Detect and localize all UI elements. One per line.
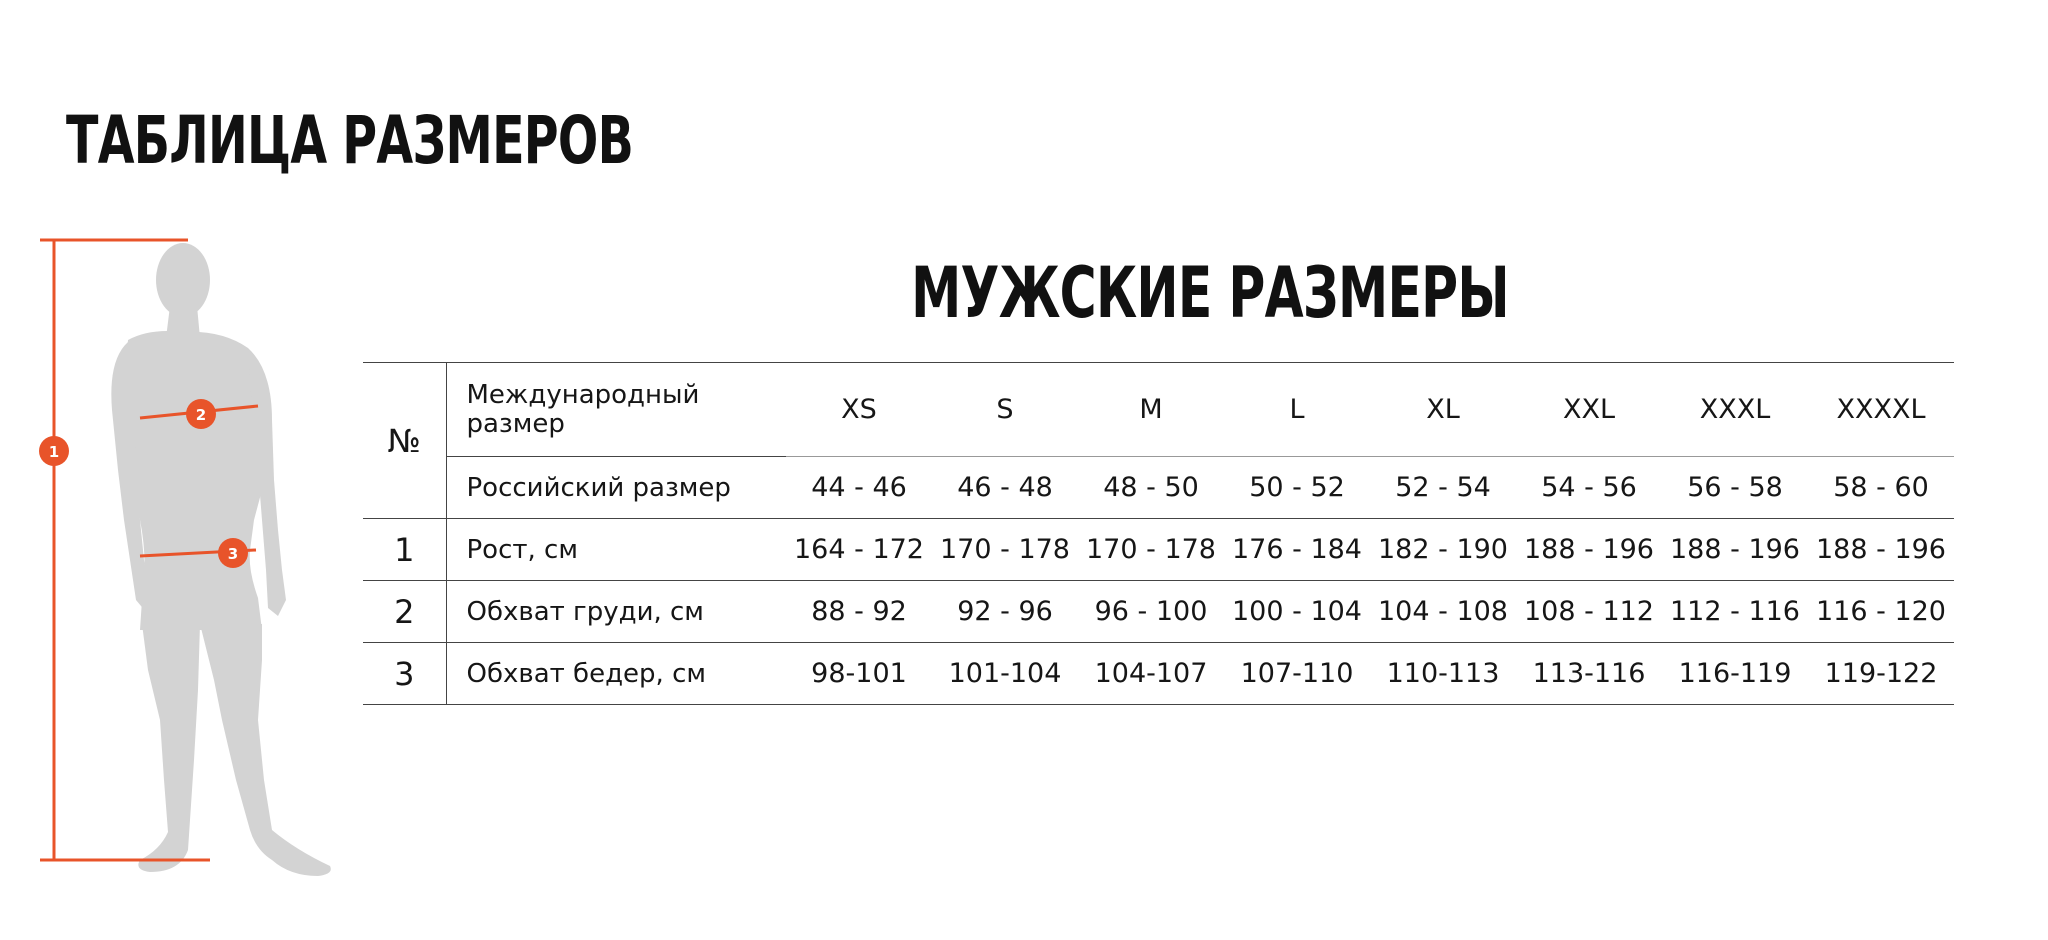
table-cell: 188 - 196 xyxy=(1662,519,1808,581)
table-cell: 92 - 96 xyxy=(932,581,1078,643)
intl-size-cell: XXXXL xyxy=(1808,363,1954,457)
marker-1-label: 1 xyxy=(48,443,60,461)
row-height xyxy=(363,519,1954,581)
marker-2 xyxy=(186,399,216,429)
ru-size-label: Российский размер xyxy=(446,457,786,519)
table-cell: 104 - 108 xyxy=(1370,581,1516,643)
ru-size-cell: 46 - 48 xyxy=(932,457,1078,519)
intl-size-cell: XL xyxy=(1370,363,1516,457)
row-international-size xyxy=(363,363,1954,457)
table-cell: 110-113 xyxy=(1370,643,1516,705)
row-chest xyxy=(363,581,1954,643)
table-cell: 104-107 xyxy=(1078,643,1224,705)
marker-1 xyxy=(39,436,69,466)
size-table xyxy=(363,362,1954,705)
intl-size-label: Международный размер xyxy=(446,363,786,457)
table-cell: 119-122 xyxy=(1808,643,1954,705)
marker-2-label: 2 xyxy=(195,406,207,424)
intl-size-cell: XS xyxy=(786,363,932,457)
ru-size-cell: 52 - 54 xyxy=(1370,457,1516,519)
table-cell: 188 - 196 xyxy=(1808,519,1954,581)
row-label: Рост, см xyxy=(446,519,786,581)
row-label: Обхват бедер, см xyxy=(446,643,786,705)
row-russian-size xyxy=(363,457,1954,519)
ru-size-cell: 58 - 60 xyxy=(1808,457,1954,519)
ru-size-cell: 50 - 52 xyxy=(1224,457,1370,519)
body-figure-svg xyxy=(0,220,360,900)
table-cell: 101-104 xyxy=(932,643,1078,705)
intl-size-cell: S xyxy=(932,363,1078,457)
table-cell: 98-101 xyxy=(786,643,932,705)
table-cell: 182 - 190 xyxy=(1370,519,1516,581)
table-cell: 170 - 178 xyxy=(932,519,1078,581)
table-cell: 170 - 178 xyxy=(1078,519,1224,581)
table-cell: 88 - 92 xyxy=(786,581,932,643)
page-title: ТАБЛИЦА РАЗМЕРОВ xyxy=(66,102,634,179)
intl-size-cell: M xyxy=(1078,363,1224,457)
table-cell: 113-116 xyxy=(1516,643,1662,705)
ru-size-cell: 56 - 58 xyxy=(1662,457,1808,519)
table-cell: 116 - 120 xyxy=(1808,581,1954,643)
table-cell: 176 - 184 xyxy=(1224,519,1370,581)
marker-3 xyxy=(218,538,248,568)
intl-size-cell: L xyxy=(1224,363,1370,457)
row-label: Обхват груди, см xyxy=(446,581,786,643)
row-hips xyxy=(363,643,1954,705)
ru-size-cell: 54 - 56 xyxy=(1516,457,1662,519)
row-number: 3 xyxy=(363,643,446,705)
table-cell: 164 - 172 xyxy=(786,519,932,581)
table-cell: 96 - 100 xyxy=(1078,581,1224,643)
row-number: 2 xyxy=(363,581,446,643)
ru-size-cell: 44 - 46 xyxy=(786,457,932,519)
table-cell: 108 - 112 xyxy=(1516,581,1662,643)
section-title: МУЖСКИЕ РАЗМЕРЫ xyxy=(911,252,1509,334)
intl-size-cell: XXXL xyxy=(1662,363,1808,457)
ru-size-cell: 48 - 50 xyxy=(1078,457,1224,519)
table-cell: 116-119 xyxy=(1662,643,1808,705)
table-cell: 112 - 116 xyxy=(1662,581,1808,643)
row-number: 1 xyxy=(363,519,446,581)
table-cell: 107-110 xyxy=(1224,643,1370,705)
table-cell: 188 - 196 xyxy=(1516,519,1662,581)
body-measurement-figure xyxy=(0,220,360,900)
marker-3-label: 3 xyxy=(227,545,239,563)
num-header: № xyxy=(363,363,446,519)
table-cell: 100 - 104 xyxy=(1224,581,1370,643)
intl-size-cell: XXL xyxy=(1516,363,1662,457)
